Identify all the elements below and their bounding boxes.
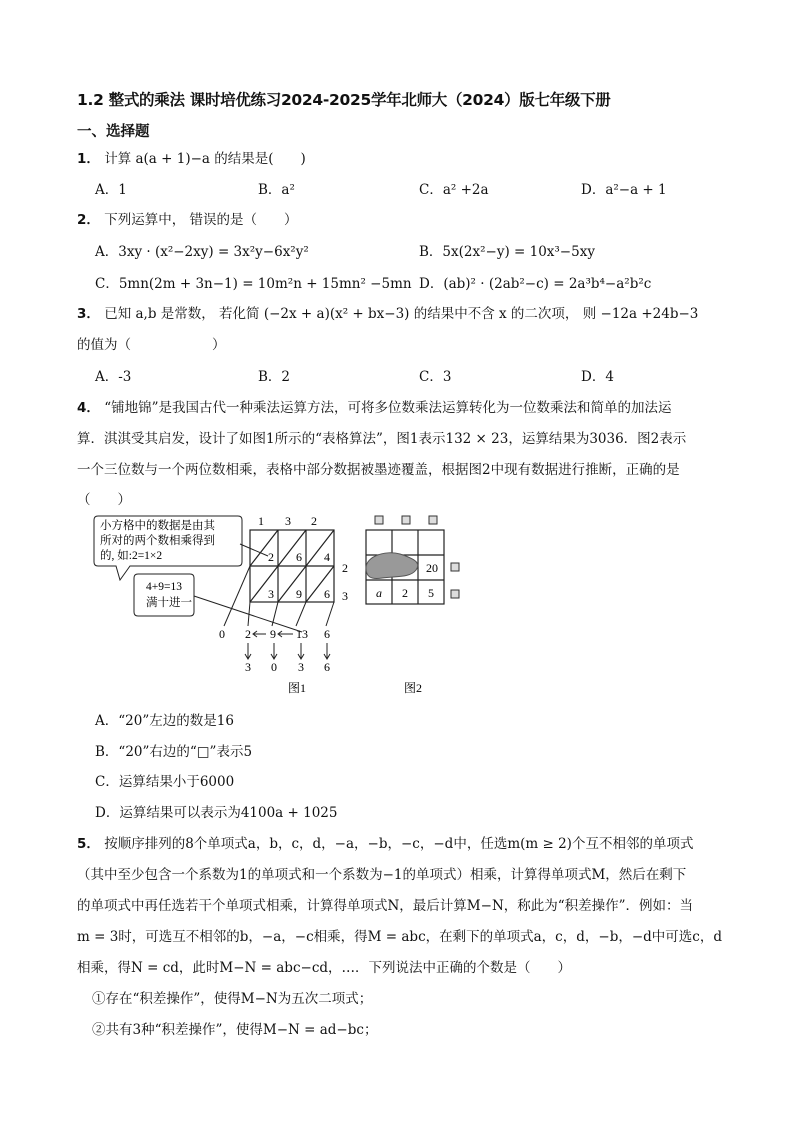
figure-table-multiplication xyxy=(90,510,470,700)
question-number: 5． xyxy=(77,836,100,852)
callout2-line: 4+9=13 xyxy=(146,581,182,593)
q4-option-c[interactable]: C．运算结果小于6000 xyxy=(95,774,235,790)
q3-option-d[interactable]: D．4 xyxy=(581,369,614,385)
callout1-line: 所对的两个数相乘得到 xyxy=(100,535,215,547)
figure-label-2: 图2 xyxy=(404,681,423,695)
question-stem-line1: 已知 a,b 是常数， 若化简 (−2x + a)(x² + bx−3) 的结果中不含 x 的二次项， 则 −12a +24b−3 xyxy=(104,306,699,322)
ink-blot xyxy=(366,553,418,579)
q1-option-a[interactable]: A．1 xyxy=(95,182,127,198)
sum-value: 0 xyxy=(219,627,225,641)
q3-option-a[interactable]: A．-3 xyxy=(95,369,132,385)
question-line1: “铺地锦”是我国古代一种乘法运算方法，可将多位数乘法运算转化为一位数乘法和简单的加法运 xyxy=(104,400,672,416)
question-line3: 一个三位数与一个两位数相乘，表格中部分数据被墨迹覆盖，根据图2中现有数据进行推断，正确的是 xyxy=(77,462,680,478)
question-stem-line2: 的值为（ ） xyxy=(77,337,226,353)
q4-option-b[interactable]: B．“20”右边的“□”表示5 xyxy=(95,744,253,760)
section-heading: 一、选择题 xyxy=(77,124,150,140)
cell-value: 6 xyxy=(324,587,330,601)
top-digit: 1 xyxy=(258,514,264,528)
statement-2: ②共有3种“积差操作”，使得M−N = ad−bc； xyxy=(92,1022,378,1038)
figure-label-1: 图1 xyxy=(288,681,307,695)
q1-option-d[interactable]: D．a²−a + 1 xyxy=(581,182,667,198)
callout1-line: 小方格中的数据是由其 xyxy=(100,520,215,532)
cell-value: 9 xyxy=(296,587,302,601)
top-digit: 2 xyxy=(311,514,317,528)
result-digit: 3 xyxy=(298,660,304,674)
question-number: 4． xyxy=(77,400,100,416)
result-digit: 3 xyxy=(245,660,251,674)
callout1-line: 的, 如:2=1×2 xyxy=(100,550,163,562)
right-digit: 3 xyxy=(342,589,348,603)
cell-value: 4 xyxy=(324,550,330,564)
sum-value: 9 xyxy=(270,627,276,641)
q2-option-c[interactable]: C．5mn(2m + 3n−1) = 10m²n + 15mn² −5mn xyxy=(95,276,412,292)
right-digit: 2 xyxy=(342,561,348,575)
result-arrows xyxy=(245,643,330,659)
question-stem: 下列运算中， 错误的是（ ） xyxy=(104,212,298,228)
callout2-line: 满十进一 xyxy=(146,597,192,609)
question-line1: 按顺序排列的8个单项式a，b，c，d，−a，−b，−c，−d中，任选m(m ≥ 2)个互不相邻的单项式 xyxy=(104,836,694,852)
question-2 xyxy=(77,208,298,228)
q3-option-c[interactable]: C．3 xyxy=(419,369,452,385)
fig2-bottom-cell: 5 xyxy=(428,586,434,600)
result-digit: 0 xyxy=(271,660,277,674)
cell-value: 2 xyxy=(268,550,274,564)
question-line4: m = 3时，可选互不相邻的b，−a，−c相乘，得M = abc，在剩下的单项式a，c，d，−b，−d中可选c，d xyxy=(77,929,722,945)
statement-1: ①存在“积差操作”，使得M−N为五次二项式； xyxy=(92,991,373,1007)
q3-option-b[interactable]: B．2 xyxy=(258,369,291,385)
fig2-cell-20: 20 xyxy=(426,561,438,575)
question-number: 2． xyxy=(77,212,100,228)
question-number: 1． xyxy=(77,151,100,167)
sum-value: 13 xyxy=(296,627,308,641)
question-5 xyxy=(77,832,693,852)
question-stem: 计算 a(a + 1)−a 的结果是( ) xyxy=(104,151,306,167)
question-line2: （其中至少包含一个系数为1的单项式和一个系数为−1的单项式）相乘，计算得单项式M，然后在剩下 xyxy=(77,867,687,883)
question-line5: 相乘，得N = cd，此时M−N = abc−cd，…．下列说法中正确的个数是（ ） xyxy=(77,960,572,976)
q4-option-d[interactable]: D．运算结果可以表示为4100a + 1025 xyxy=(95,805,338,821)
sum-value: 6 xyxy=(324,627,330,641)
callout-pointer xyxy=(240,544,268,556)
q1-option-c[interactable]: C．a² +2a xyxy=(419,182,489,198)
q1-option-b[interactable]: B．a² xyxy=(258,182,295,198)
cell-value: 6 xyxy=(296,550,302,564)
fig2-bottom-cell: 2 xyxy=(402,586,408,600)
sum-value: 2 xyxy=(245,627,251,641)
fig2-bottom-cell: a xyxy=(376,586,382,600)
question-1 xyxy=(77,147,306,167)
q4-option-a[interactable]: A．“20”左边的数是16 xyxy=(95,713,234,729)
question-line2: 算．淇淇受其启发，设计了如图1所示的“表格算法”，图1表示132 × 23，运算结果为3036．图2表示 xyxy=(77,431,687,447)
top-digit: 3 xyxy=(285,514,291,528)
page-title: 1.2 整式的乘法 课时培优练习2024-2025学年北师大（2024）版七年级下册 xyxy=(77,91,611,109)
q2-option-b[interactable]: B．5x(2x²−y) = 10x³−5xy xyxy=(419,244,595,260)
q2-option-d[interactable]: D．(ab)² · (2ab²−c) = 2a³b⁴−a²b²c xyxy=(419,276,652,292)
result-digit: 6 xyxy=(324,660,330,674)
question-line4: （ ） xyxy=(77,492,131,508)
q2-option-a[interactable]: A．3xy · (x²−2xy) = 3x²y−6x²y² xyxy=(95,244,309,260)
question-line3: 的单项式中再任选若干个单项式相乘，计算得单项式N，最后计算M−N，称此为“积差操作”．例如：当 xyxy=(77,898,694,914)
cell-value: 3 xyxy=(268,587,274,601)
question-number: 3． xyxy=(77,306,100,322)
fig1-grid xyxy=(250,530,334,602)
fig1-diagonal-arrows xyxy=(224,566,334,626)
question-3 xyxy=(77,302,698,322)
question-4 xyxy=(77,396,672,416)
